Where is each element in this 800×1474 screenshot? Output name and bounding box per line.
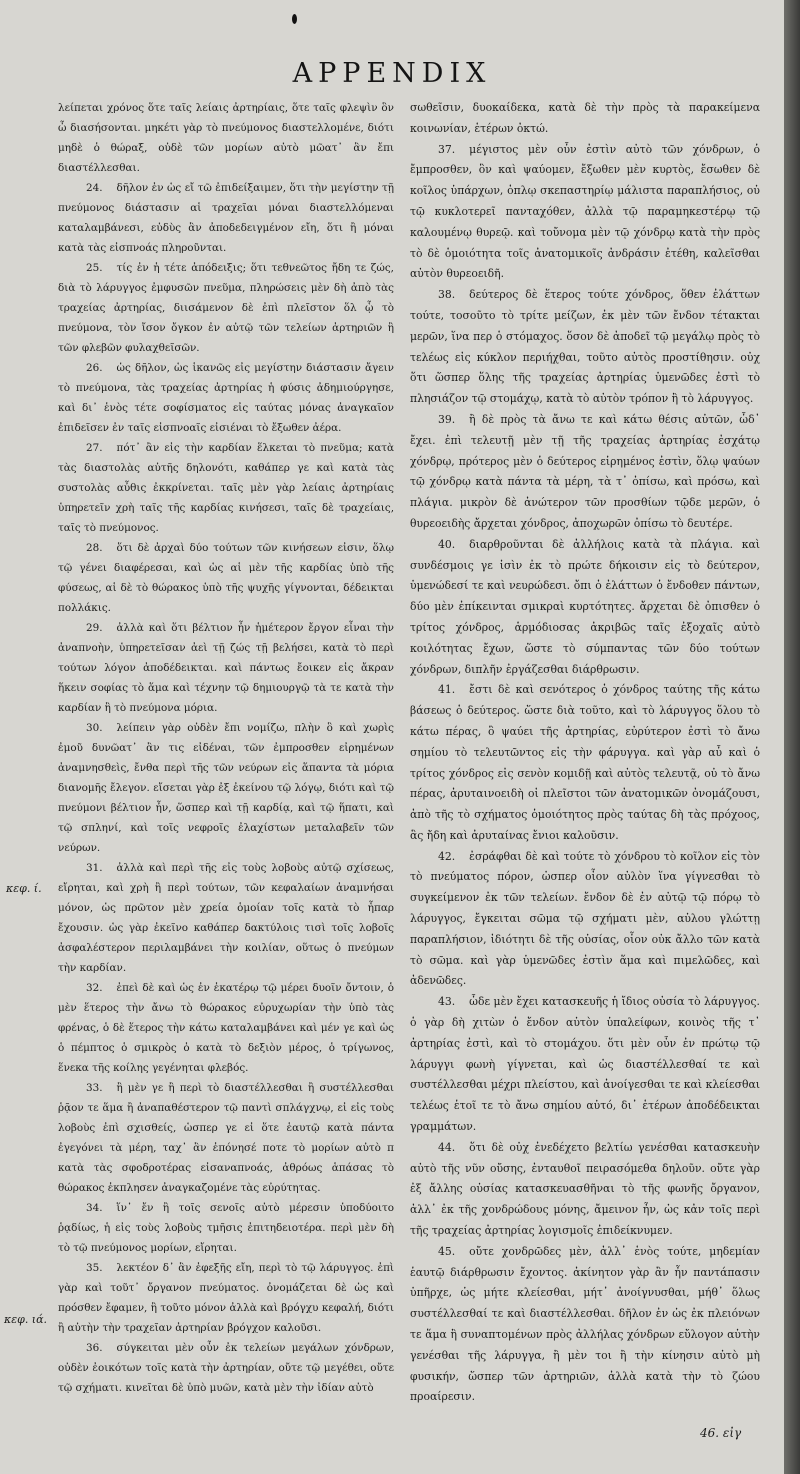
paragraph-text: ἀλλὰ καὶ ὅτι βέλτιον ἦν ἡμέτερον ἔργον εἶναι τὴν ἀναπνοὴν, ὑπηρετεῖσαν ἀεὶ τῇ ζώς τῇ βελήσει, κατὰ τὸ περὶ τούτων λόγον ἀποδέδεικται. καὶ πάντως ἔοικεν εἰς ἄκραν ἥκειν σοφίας τὸ ἅμα καὶ τέχνην τῷ δημιουργῷ τὰ τε κατὰ τὴν καρδίαν ἢ τὸ πνεύμονα μόρια.: [58, 622, 394, 714]
paragraph: [58, 1338, 394, 1398]
right-column: [410, 98, 760, 1408]
paragraph: [58, 718, 394, 858]
paragraph: [58, 178, 394, 258]
left-column: [58, 98, 394, 1398]
paragraph-text: ὡς δῆλον, ὡς ἱκανῶς εἰς μεγίστην διάστασιν ἄγειν τὸ πνεύμονα, τὰς τραχείας ἀρτηρίας ἡ φύσις ἀδημιούργησε, καὶ δι᾽ ἑνὸς τέτε σοφίσματος εἰς ταύτας μόνας ἀναγκαῖον ἐπιδεῖσεν ἐν ταῖς εἰσπνοαῖς εἰσιέναι τὸ ἔξωθεν ἀέρα.: [58, 362, 394, 434]
paragraph-number: 30.: [86, 722, 103, 734]
paragraph-number: 33.: [86, 1082, 103, 1094]
paragraph: [58, 538, 394, 618]
paragraph-text: ὅτι δὲ οὐχ ἐνεδέχετο βελτίω γενέσθαι κατασκευὴν αὐτὸ τῆς νῦν οὔσης, ἐνταυθοῖ πειρασόμεθα δηλοῦν. οὔτε γὰρ ἐξ ἄλλης οὐσίας κατασκευασθῆναι τὸ τῆς φωνῆς ὄργανον, ἀλλ᾽ ἐκ τῆς χονδρώδους μόνης, ἄμεινον ἦν, ὡς κἀν τοῖς περὶ τῆς τραχείας ἀρτηρίας λογισμοῖς ἐπιδείκνυμεν.: [410, 1140, 760, 1238]
paragraph-number: 32.: [86, 982, 103, 994]
paragraph-text: μέγιστος μὲν οὖν ἐστὶν αὐτὸ τῶν χόνδρων, ὁ ἔμπροσθεν, ὃν καὶ ψαύομεν, ἔξωθεν μὲν κυρτὸς, ἔσωθεν δὲ κοῖλος ὑπάρχων, ὁπλῳ σκεπαστηρίῳ μάλιστα παραπλήσιος, οὐ τῷ κυκλοτερεῖ πανταχόθεν, ἀλλὰ τῷ παραμηκεστέρῳ τῷ καλουμένῳ θυρεῷ. καὶ τοὔνομα μὲν τῷ χόνδρῳ κατὰ τὴν πρὸς τὸ δὲ ὁμοιότητα τοῖς ἀνατομικοῖς ἀνδράσιν ἐτέθη, καλεῖσθαι αὐτὸν θυρεοειδῆ.: [410, 142, 760, 281]
paragraph-text: ἔστι δὲ καὶ σενότερος ὁ χόνδρος ταύτης τῆς κάτω βάσεως ὁ δεύτερος. ὥστε διὰ τοῦτο, καὶ τὸ λάρυγγος ὅλου τὸ κάτω πέρας, ὃ ψαύει τῆς ἀρτηρίας, εὐρύτερον ἐστὶ τὸ ἄνω σημίου τὸ τελευτῶντος εἰς τὴν φάρυγγα. καὶ γὰρ αὖ καὶ ὁ τρίτος χόνδρος εἰς σενὸν κομιδῇ καὶ αὐτὸς τελευτᾷ, οὐ τὸ ἄνω πέρας, ἀρυταινοειδὴ οἱ πλεῖστοι τῶν ἀνατομικῶν ὀνομάζουσι, ἀπὸ τῆς τὸ σχήματος ὁμοιότητος πρὸς ταύτας δὴ τὰς πρόχοος, ἃς ἤδη καὶ ἀρυταίνας ἔνιοι καλοῦσιν.: [410, 683, 760, 842]
paragraph-text: τίς ἐν ἡ τέτε ἀπόδειξις; ὅτι τεθνεῶτος ἤδη τε ζώς, διὰ τὸ λάρυγγος ἐμφυσῶν πνεῦμα, πληρώσεις μὲν δὴ ἀπὸ τὰς τραχείας ἀρτηρίας, διισάμενον δὲ ἐπὶ πλεῖστον ὅλ ᾧ τὸ πνεύμονα, τὸν ἴσον ὄγκον ἐν αὐτῷ τῶν τελείων ἀρτηριῶν ἢ τῶν φλεβῶν φυλαχθεῖσῶν.: [58, 262, 394, 354]
paragraph-text: ἐσράφθαι δὲ καὶ τούτε τὸ χόνδρου τὸ κοῖλον εἰς τὸν τὸ πνεύματος πόρον, ὡσπερ οἷον αὐλὸν ἵνα γίγνεσθαι τὸ συγκείμενον ἐκ τῶν τελείων. ἔνδον δὲ ἐν αὐτῷ τῷ πόρῳ τὸ λάρυγγος, ἔγκειται σῶμα τῷ σχήματι μὲν, αὐλου γλώττῃ παραπλήσιον, ἰδιότητι δὲ τῆς οὐσίας, οἷον οὐκ ἄλλο τῶν κατὰ τὸ σῶμα. καὶ γὰρ ὑμενῶδες ἐστὶν ἅμα καὶ πιμελῶδες, καὶ ἀδενῶδες.: [410, 849, 760, 988]
paragraph-number: 40.: [438, 537, 456, 551]
paragraph-number: 38.: [438, 288, 456, 302]
paragraph: [410, 680, 760, 846]
paragraph-number: 24.: [86, 182, 103, 194]
paragraph-text: λεκτέον δ᾽ ἂν ἐφεξῆς εἴη, περὶ τὸ τῷ λάρυγγος. ἐπὶ γὰρ καὶ τοῦτ᾽ ὄργανον πνεύματος. ὀνομάζεται δὲ ὡς καὶ πρόσθεν ἔφαμεν, ἢ τοῦτο μόνον ἀλλὰ καὶ βρόγχυ κεφαλή, διότι ἢ αὐτὴν τὴν τραχεῖαν ἀρτηρίαν βρόγχον καλοῦσι.: [58, 1262, 394, 1334]
paragraph-number: 35.: [86, 1262, 103, 1274]
paragraph: [58, 438, 394, 538]
paragraph-number: 34.: [86, 1202, 103, 1214]
paragraph-number: 39.: [438, 412, 456, 426]
paragraph: [410, 98, 760, 140]
paragraph: [410, 535, 760, 681]
paragraph: [58, 978, 394, 1078]
paragraph-number: 36.: [86, 1342, 103, 1354]
paragraph-number: 26.: [86, 362, 103, 374]
paragraph-text: σύγκειται μὲν οὖν ἐκ τελείων μεγάλων χόνδρων, οὐδὲν ἐοικότων τοῖς κατὰ τὴν ἀρτηρίαν, οὔτε τῷ μεγέθει, οὔτε τῷ σχήματι. κινεῖται δὲ ὑπὸ μυῶν, κατὰ μὲν τὴν ἰδίαν αὐτὸ: [58, 1342, 394, 1394]
catchword: 46. εἰγ: [700, 1426, 742, 1440]
paragraph: [58, 1078, 394, 1198]
paragraph-text: ὧδε μὲν ἔχει κατασκευῆς ἡ ἴδιος οὐσία τὸ λάρυγγος. ὁ γὰρ δὴ χιτὼν ὁ ἔνδον αὐτὸν ὑπαλείφων, κοινὸς τῆς τ᾽ ἀρτηρίας ἐστὶ, καὶ τὸ στομάχου. ὅτι μὲν οὖν ἐν πρώτῳ τῷ λάρυγγι φωνὴ γίγνεται, καὶ ὡς διαστέλλεσθαί τε καὶ συστέλλεσθαι μέχρι πλείστου, καὶ ἀνοίγεσθαι τε καὶ κλείεσθαι τελέως ἑτοῖ τε τὸ ἄνω σημίου αὐτό, δι᾽ ἑτέρων ἀποδέδεικται γραμμάτων.: [410, 995, 760, 1134]
paragraph-number: 37.: [438, 142, 456, 156]
paragraph: [58, 858, 394, 978]
paragraph: [410, 1138, 760, 1242]
paragraph-text: πότ᾽ ἂν εἰς τὴν καρδίαν ἕλκεται τὸ πνεῦμα; κατὰ τὰς διαστολὰς αὐτῆς δηλονότι, καθάπερ γε καὶ κατὰ τὰς συστολὰς αὖθις ἐκκρίνεται. ταῖς μὲν γὰρ λείαις ἀρτηρίαις ὑπηρετεῖν χρὴ ταῖς τῆς καρδίας κινήσεσι, ταῖς δὲ τραχείαις, ταῖς τὸ πνεύμονος.: [58, 442, 394, 534]
paragraph-number: 43.: [438, 995, 456, 1009]
paragraph-number: 31.: [86, 862, 103, 874]
page-edge-shadow: [784, 0, 800, 1474]
paragraph: [58, 98, 394, 178]
paragraph-text: ἵν᾽ ἔν ἢ τοῖς σενοῖς αὐτὸ μέρεσιν ὑποδύοιτο ῥᾳδίως, ἡ εἰς τοὺς λοβοὺς τμῆσις ἐπιτηδειοτέρα. περὶ μὲν δὴ τὸ τῷ πνεύμονος μορίων, εἴρηται.: [58, 1202, 394, 1254]
paragraph-text: σωθεῖσιν, δυοκαίδεκα, κατὰ δὲ τὴν πρὸς τὰ παρακείμενα κοινωνίαν, ἑτέρων ὀκτώ.: [410, 101, 760, 135]
paragraph-text: δεύτερος δὲ ἕτερος τούτε χόνδρος, ὅθεν ἐλάττων τούτε, τοσοῦτο τὸ τρίτε μείζων, ἐκ μὲν τῶν ἔνδον τέτακται μερῶν, ἵνα περ ὁ στόμαχος. ὅσον δὲ ἀποδεῖ τῷ μεγάλῳ πρὸς τὸ τελέως εἰς κύκλον περιήχθαι, τοῦτο αὐτὸς προστίθησιν. οὐχ ὅτι ὥσπερ ὅλης τῆς τραχείας ἀρτηρίας ὑμενῶδες ἐστὶ τὸ πλησιάζον τῷ στομάχῳ, κατὰ τὸ αὐτὸν τρόπον ἢ τὸ λάρυγγος.: [410, 288, 760, 406]
paragraph: [58, 358, 394, 438]
paragraph: [410, 285, 760, 410]
paragraph-text: ἀλλὰ καὶ περὶ τῆς εἰς τοὺς λοβοὺς αὐτῷ σχίσεως, εἴρηται, καὶ χρὴ ἢ περὶ τούτων, τῶν κεφαλαίων ἀναμνήσαι μόνον, ὡς πρῶτον μὲν χρεία ὁμοίαν τοῖς κατὰ τὸ ἧπαρ ἔχουσιν. ὡς γὰρ ἐκεῖνο καθάπερ δακτύλοις τισὶ τοῖς λοβοῖς ἀσφαλέστερον περιλαμβάνει τὴν κοιλίαν, οὕτως ὁ πνεύμων τὴν καρδίαν.: [58, 862, 394, 974]
paragraph-text: ἢ μὲν γε ἢ περὶ τὸ διαστέλλεσθαι ἢ συστέλλεσθαι ῥᾷον τε ἅμα ἢ ἀναπαθέστερον τῷ παντὶ σπλάγχνῳ, εἰ εἰς τοὺς λοβοὺς ἐπὶ σχισθείς, ὡσπερ γε εἰ ὅτε ἑαυτῷ κατὰ πάντα ἐγεγόνει τὰ μέρη, ταχ᾽ ἂν ἐπόνησέ ποτε τὸ μορίων αὐτὸ π κατὰ τὰς σφοδροτέρας εἰσαναπνοάς, ἀθρόως ἁπάσας τὸ θώρακος ἐκπλησεν ἀναγκαζομένε τὰς εὐρύτητας.: [58, 1082, 394, 1194]
paragraph-number: 28.: [86, 542, 103, 554]
paragraph: [410, 410, 760, 535]
paragraph-text: ἢ δὲ πρὸς τὰ ἄνω τε καὶ κάτω θέσις αὐτῶν, ὧδ᾽ ἔχει. ἐπὶ τελευτῇ μὲν τῇ τῆς τραχείας ἀρτηρίας ἐσχάτῳ χόνδρῳ, πρότερος μὲν ὁ δεύτερος εἰρημένος ἐστὶν, ὅλῳ ψαύων τῷ χόνδρῳ κατὰ πάντα τὰ μέρη, τὰ τ᾽ ὀπίσω, καὶ πρόσω, καὶ πλάγια. μικρὸν δὲ ἀνώτερον τῶν προσθίων τῷδε μερῶν, ὁ θυρεοειδὴς ἄρχεται χόνδρος, ἀποχωρῶν ὀπίσω τὸ δευτέρε.: [410, 412, 760, 530]
paragraph-number: 44.: [438, 1140, 456, 1154]
paragraph-text: λείπεται χρόνος ὅτε ταῖς λείαις ἀρτηρίαις, ὅτε ταῖς φλεψὶν ὃν ὦ διασήσονται. μηκέτι γὰρ τὸ πνεύμονος διαστελλομένε, διότι μηδὲ ὁ θώραξ, οὐδὲ τῶν μορίων αὐτὸ μῶατ᾽ ἂν ἔπι διαστέλλεσθαι.: [58, 102, 394, 174]
paragraph: [58, 1198, 394, 1258]
paragraph-text: δῆλον ἐν ὡς εἴ τῶ ἐπιδείξαιμεν, ὅτι τὴν μεγίστην τῇ πνεύμονος διάστασιν αἱ τραχεῖαι μόναι διαστελλόμεναι καταλαμβάνεσι, εὐδὺς ἂν ἀποδεδειγμένον εἴη, ὅτι ἢ μόναι κατὰ τὰς εἰσπνοάς πληροῦνται.: [58, 182, 394, 254]
paragraph-text: ὅτι δὲ ἀρχαὶ δύο τούτων τῶν κινήσεων εἰσιν, ὅλῳ τῷ γένει διαφέρεσαι, καὶ ὡς αἱ μὲν τῆς καρδίας ὑπὸ τῆς φύσεως, αἱ δὲ τὸ θώρακος ὑπὸ τῆς ψυχῆς γίγνονται, δέδεικται πολλάκις.: [58, 542, 394, 614]
paragraph-text: ἐπεὶ δὲ καὶ ὡς ἐν ἑκατέρῳ τῷ μέρει δυοῖν ὄντοιν, ὁ μὲν ἕτερος τὴν ἄνω τὸ θώρακος εὐρυχωρίαν τὴν ὑπὸ τὰς φρένας, ὁ δὲ ἕτερος τὴν κάτω καταλαμβάνει καὶ μέν γε καὶ ὡς ὁ πέμπτος ὁ σμικρὸς ὁ κατὰ τὸ δεξιὸν μέρος, ὁ τρίγωνος, ἕνεκα τῆς κοίλης γεγένηται φλεβός.: [58, 982, 394, 1074]
paragraph-number: 45.: [438, 1244, 456, 1258]
paragraph-text: οὔτε χονδρῶδες μὲν, ἀλλ᾽ ἑνὸς τούτε, μηδεμίαν ἑαυτῷ διάρθρωσιν ἔχοντος. ἀκίνητον γὰρ ἂν ἦν παντάπασιν ὑπῆρχε, ὡς μήτε κλείεσθαι, μήτ᾽ ἀνοίγνυσθαι, μήθ᾽ ὅλως συστέλλεσθαί τε καὶ διαστέλλεσθαι. δῆλον ἐν ὡς ἐκ πλειόνων τε ἅμα ἢ συναπτομένων πρὸς ἀλλήλας χόνδρων εὔλογον αὐτὴν γενέσθαι τῆς λάρυγγα, ἢ μὲν τοι ἢ τὴν κίνησιν αὐτὸ μὴ φυσικήν, ὥσπερ τῶν ἀρτηριῶν, ἀλλὰ κατὰ τὴν τὸ ζώου προαίρεσιν.: [410, 1244, 760, 1404]
paragraph-number: 27.: [86, 442, 103, 454]
ink-spot: [292, 14, 297, 24]
paragraph: [58, 618, 394, 718]
paragraph-number: 25.: [86, 262, 103, 274]
running-header: APPENDIX: [292, 58, 492, 89]
paragraph-text: διαρθροῦνται δὲ ἀλλήλοις κατὰ τὰ πλάγια. καὶ συνδέσμοις γε ἰσὶν ἐκ τὸ πρώτε δήκοισιν εἰς τὸ δεύτερον, ὑμενώδεσί τε καὶ νευρώδεσι. ὄπι ὁ ἐλάττων ὁ ἔνδοθεν πάντων, δύο μὲν ἐπίκεινται σμικραὶ κυρτότητες. ἄρχεται δὲ ὀπισθεν ὁ τρίτος χόνδρος, ἁρμόδιοσας ἀκριβῶς ταῖς ἐξοχαῖς αὐτὸ κοιλότητας ἔχων, ὥστε τὸ σύμπαντας τῶν δύο τούτων χόνδρων, διπλῆν ἐργάζεσθαι διάρθρωσιν.: [410, 537, 760, 676]
paragraph: [410, 992, 760, 1138]
paragraph-number: 42.: [438, 849, 456, 863]
margin-note-chapter-10: κεφ. ί.: [6, 882, 42, 895]
paragraph: [410, 140, 760, 286]
paragraph: [58, 1258, 394, 1338]
paragraph: [410, 1242, 760, 1408]
paragraph-number: 41.: [438, 683, 456, 697]
paragraph: [410, 847, 760, 993]
paragraph: [58, 258, 394, 358]
paragraph-text: λείπειν γὰρ οὐδὲν ἔπι νομίζω, πλὴν ὃ καὶ χωρὶς ἐμοῦ δυνῶατ᾽ ἂν τις εἰδέναι, τῶν ἐμπροσθεν εἰρημένων ἀναμνησθεὶς, ἔνθα περὶ τῆς τῶν νεύρων εἰς ἅπαντα τὰ μόρια διανομῆς ἔλεγον. εἴσεται γὰρ ἐξ ἐκείνου τῷ λόγῳ, διότι καὶ τῷ πνεύμονι βέλτιον ἦν, ὥσπερ καὶ τῇ καρδίᾳ, καὶ τῷ ἥπατι, καὶ τῷ σπληνί, καὶ τοῖς νεφροῖς ἐλαχίστων μεταλαβεῖν τῶν νεύρων.: [58, 722, 394, 854]
margin-note-chapter-11: κεφ. ιά.: [4, 1313, 48, 1326]
paragraph-number: 29.: [86, 622, 103, 634]
